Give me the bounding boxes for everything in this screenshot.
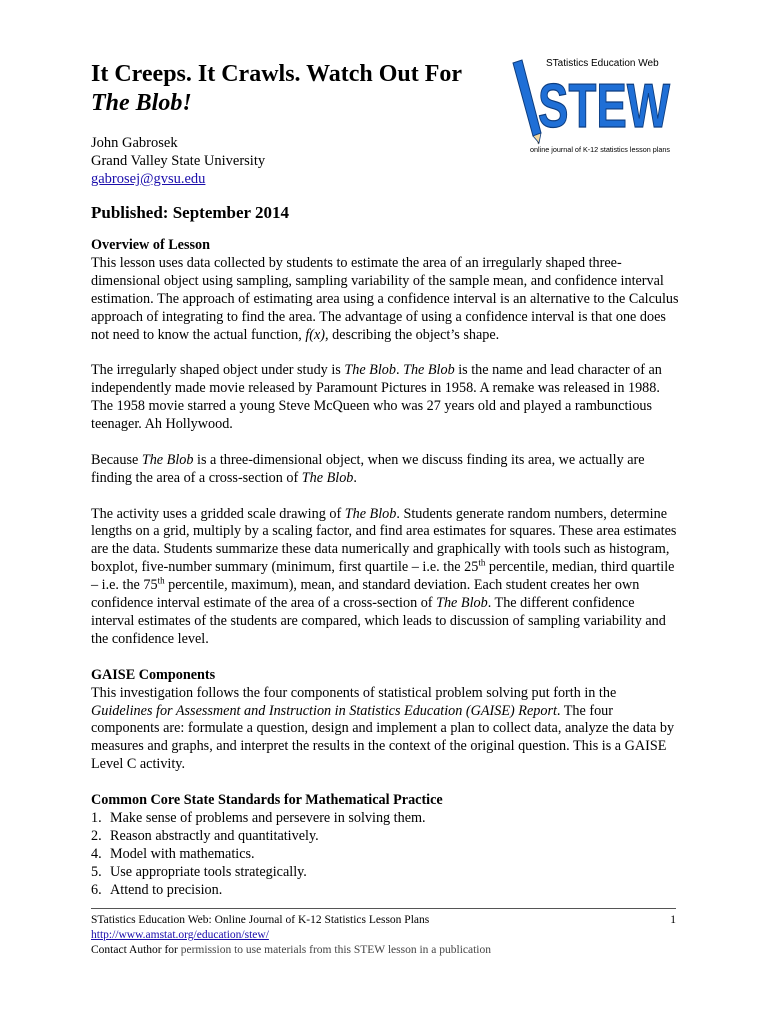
ccss-heading: Common Core State Standards for Mathematical Practice [91, 792, 443, 809]
ccss-list [91, 810, 681, 900]
footer-journal: STatistics Education Web: Online Journal of K-12 Statistics Lesson Plans [91, 914, 430, 926]
overview-paragraph-2: The irregularly shaped object under study is The Blob. The Blob is the name and lead character of an independently made movie released by Paramount Pictures in 1958. A remake was released in 1988. The 1958 movie starred a young Steve McQueen who was 27 years old and played a rambunctious teenager. Ah Hollywood. [91, 362, 662, 433]
author-email-link[interactable]: gabrosej@gvsu.edu [91, 171, 206, 187]
lesson-title [91, 60, 511, 118]
logo-top-text: STatistics Education Web [546, 58, 659, 69]
published-date: Published: September 2014 [91, 203, 290, 222]
list-item: 2. Reason abstractly and quantitatively. [91, 827, 319, 844]
logo-sub-text: online journal of K-12 statistics lesson plans [530, 145, 671, 154]
title-line-2: The Blob! [91, 90, 192, 116]
title-line-1: It Creeps. It Crawls. Watch Out For [91, 61, 463, 87]
page-number: 1 [670, 914, 676, 926]
pencil-icon [513, 60, 541, 145]
stew-logo [508, 55, 678, 155]
list-item: 1. Make sense of problems and persevere in solving them. [91, 809, 426, 826]
list-item: 4. Model with mathematics. [91, 845, 255, 862]
lesson-content [91, 237, 681, 899]
logo-big-text: STEW [538, 72, 671, 141]
overview-paragraph-1: This lesson uses data collected by students to estimate the area of an irregularly shaped three-dimensional object using sampling, sampling variability of the sample mean, and confidence interval estimation. The approach of estimating area using a confidence interval is an alternative to the Calculus approach of integrating to find the area. The advantage of using a confidence interval is that one does not need to know the actual function, f(x), describing the object’s shape. [91, 254, 679, 343]
author-block [91, 134, 265, 188]
author-name: John Gabrosek [91, 135, 178, 151]
overview-paragraph-4: The activity uses a gridded scale drawing of The Blob. Students generate random numbers, determine lengths on a grid, multiply by a scaling factor, and find area estimates for squares. These area estimates are the data. Students summarize these data numerically and graphically with tools such as histogram, boxplot, five-number summary (minimum, first quartile – i.e. the 25th percentile, median, third quartile – i.e. the 75th percentile, maximum), mean, and standard deviation. Each student creates her own confidence interval estimate of the area of a cross-section of The Blob. The different confidence interval estimates of the students are compared, which leads to discussion of sampling variability and the confidence level. [91, 505, 677, 647]
author-affiliation: Grand Valley State University [91, 153, 266, 169]
footer-url-link[interactable]: http://www.amstat.org/education/stew/ [91, 929, 269, 941]
gaise-heading: GAISE Components [91, 666, 216, 683]
list-item: 5. Use appropriate tools strategically. [91, 863, 307, 880]
footer-divider [91, 908, 676, 909]
list-item: 6. Attend to precision. [91, 881, 223, 898]
gaise-paragraph: This investigation follows the four components of statistical problem solving put forth in the Guidelines for Assessment and Instruction in Statistics Education (GAISE) Report. The four components are: formulate a question, design and implement a plan to collect data, analyze the data by measures and graphs, and interpret the results in the context of the original question. This is a GAISE Level C activity. [91, 684, 675, 773]
page-footer [91, 908, 676, 958]
overview-paragraph-3: Because The Blob is a three-dimensional object, when we discuss finding its area, we actually are finding the area of a cross-section of The Blob. [91, 451, 645, 486]
footer-contact: Contact Author for permission to use materials from this STEW lesson in a publication [91, 944, 491, 956]
overview-heading: Overview of Lesson [91, 237, 211, 253]
